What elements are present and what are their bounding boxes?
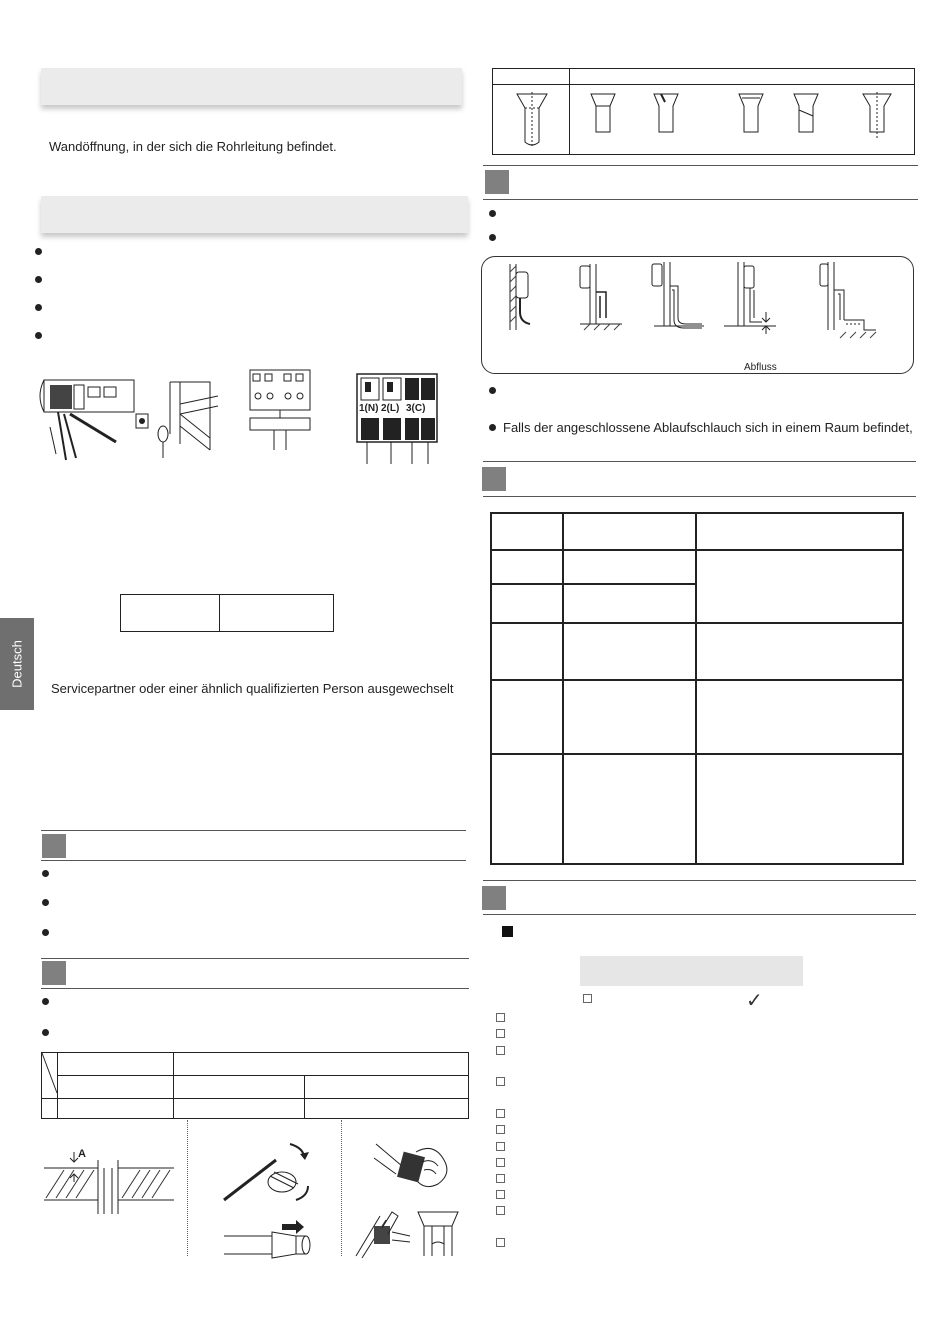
checkbox-icon — [496, 1013, 505, 1022]
terminal-label-l: 2(L) — [381, 403, 400, 414]
flare-shape-defect-icon — [862, 90, 892, 140]
drain-hose-wrong-rise-illustration — [576, 262, 624, 334]
bullet — [489, 234, 496, 241]
bullet — [489, 424, 496, 431]
section-header-bar — [41, 68, 462, 105]
dimension-a-label: A — [78, 1148, 86, 1160]
table-cell — [563, 584, 696, 623]
check-mark-icon: ✓ — [746, 990, 763, 1012]
table-cell — [563, 680, 696, 754]
table-cell — [174, 1099, 305, 1119]
section-rule — [41, 860, 466, 861]
table-cell — [563, 513, 696, 550]
table-cell — [563, 550, 696, 584]
table-cell — [563, 754, 696, 864]
bullet — [35, 276, 42, 283]
bullet — [42, 998, 49, 1005]
checklist-header-bar — [580, 956, 803, 986]
section-number-box — [485, 170, 509, 194]
section-rule — [483, 165, 918, 166]
table-cell — [570, 69, 915, 85]
table-cell — [696, 680, 903, 754]
table-cell — [174, 1053, 469, 1076]
filled-square-marker — [502, 926, 513, 937]
checkbox-icon — [496, 1125, 505, 1134]
drain-room-note: Falls der angeschlossene Ablaufschlauch sich in einem Raum befindet, — [503, 420, 913, 435]
dotted-divider — [341, 1120, 342, 1256]
section-rule — [483, 914, 916, 915]
indoor-unit-wiring-illustration — [36, 372, 136, 462]
pipe-cut-dimension-illustration — [40, 1140, 180, 1218]
table-cell — [58, 1099, 174, 1119]
flare-shape-table — [492, 68, 915, 155]
checkbox-icon — [496, 1190, 505, 1199]
section-header-bar — [41, 196, 468, 233]
terminal-block-schematic — [246, 368, 316, 450]
table-cell — [696, 550, 903, 623]
table-cell — [491, 754, 563, 864]
checkbox-icon — [496, 1206, 505, 1215]
section-rule — [41, 830, 466, 831]
checkbox-icon — [496, 1174, 505, 1183]
bullet — [42, 899, 49, 906]
checkbox-icon — [496, 1077, 505, 1086]
checkbox-icon — [496, 1029, 505, 1038]
table-cell — [58, 1076, 174, 1099]
bullet — [35, 332, 42, 339]
troubleshooting-table — [490, 512, 904, 865]
pipe-insert-illustration — [222, 1218, 322, 1262]
table-cell — [220, 595, 334, 632]
flare-shape-defect-icon — [736, 90, 766, 140]
bullet — [42, 929, 49, 936]
section-rule — [41, 988, 469, 989]
table-cell — [121, 595, 220, 632]
section-number-box — [42, 834, 66, 858]
pipe-cutter-illustration — [220, 1140, 320, 1210]
checkbox-icon — [496, 1109, 505, 1118]
bullet — [489, 210, 496, 217]
drain-hose-correct-illustration — [496, 262, 542, 332]
language-side-tab — [0, 618, 34, 710]
checkbox-icon — [496, 1238, 505, 1247]
flare-shape-defect-icon — [651, 90, 681, 140]
table-cell — [42, 1099, 58, 1119]
section-number-box — [482, 886, 506, 910]
wrench-flare-nut-illustration — [352, 1206, 467, 1262]
table-cell — [493, 69, 570, 85]
wall-opening-text: Wandöffnung, in der sich die Rohrleitung befindet. — [49, 139, 337, 154]
outdoor-terminal-block-illustration — [355, 372, 440, 464]
flare-shape-correct-icon — [515, 90, 549, 150]
bullet — [489, 387, 496, 394]
drain-hose-wrong-end-illustration — [818, 260, 878, 344]
table-cell — [174, 1076, 305, 1099]
table-cell — [491, 513, 563, 550]
table-cell — [563, 623, 696, 680]
cable-clamp-illustration — [130, 374, 220, 464]
checkbox-icon — [496, 1142, 505, 1151]
flare-dimension-table — [41, 1052, 469, 1119]
diagonal-header-cell — [42, 1053, 58, 1099]
flare-shape-defect-icon — [588, 90, 618, 140]
dotted-divider — [187, 1120, 188, 1256]
fuse-table — [120, 594, 334, 632]
table-cell — [491, 680, 563, 754]
bullet — [35, 304, 42, 311]
table-cell — [491, 584, 563, 623]
section-rule — [41, 958, 469, 959]
bullet — [35, 248, 42, 255]
bullet — [42, 870, 49, 877]
terminal-label-c: 3(C) — [406, 403, 426, 414]
section-rule — [483, 461, 916, 462]
section-rule — [483, 199, 918, 200]
terminal-label-n: 1(N) — [359, 403, 379, 414]
checkbox-icon — [496, 1158, 505, 1167]
table-cell — [491, 623, 563, 680]
table-cell — [305, 1076, 469, 1099]
table-cell — [696, 623, 903, 680]
table-cell — [491, 550, 563, 584]
table-cell — [305, 1099, 469, 1119]
checkbox-icon — [583, 994, 592, 1003]
section-number-box — [482, 467, 506, 491]
section-number-box — [42, 961, 66, 985]
table-cell — [696, 513, 903, 550]
drain-outlet-label: Abfluss — [744, 362, 777, 373]
table-cell — [696, 754, 903, 864]
drain-hose-wrong-water-illustration — [722, 260, 778, 338]
section-rule — [483, 880, 916, 881]
service-partner-text: Servicepartner oder einer ähnlich qualifizierten Person ausgewechselt — [51, 681, 454, 696]
bullet — [42, 1029, 49, 1036]
flare-shape-defect-icon — [791, 90, 821, 140]
drain-hose-wrong-loop-illustration — [646, 260, 706, 334]
checkbox-icon — [496, 1046, 505, 1055]
section-rule — [483, 496, 916, 497]
table-cell — [58, 1053, 174, 1076]
hand-tightening-illustration — [372, 1132, 462, 1202]
language-label: Deutsch — [9, 640, 25, 688]
